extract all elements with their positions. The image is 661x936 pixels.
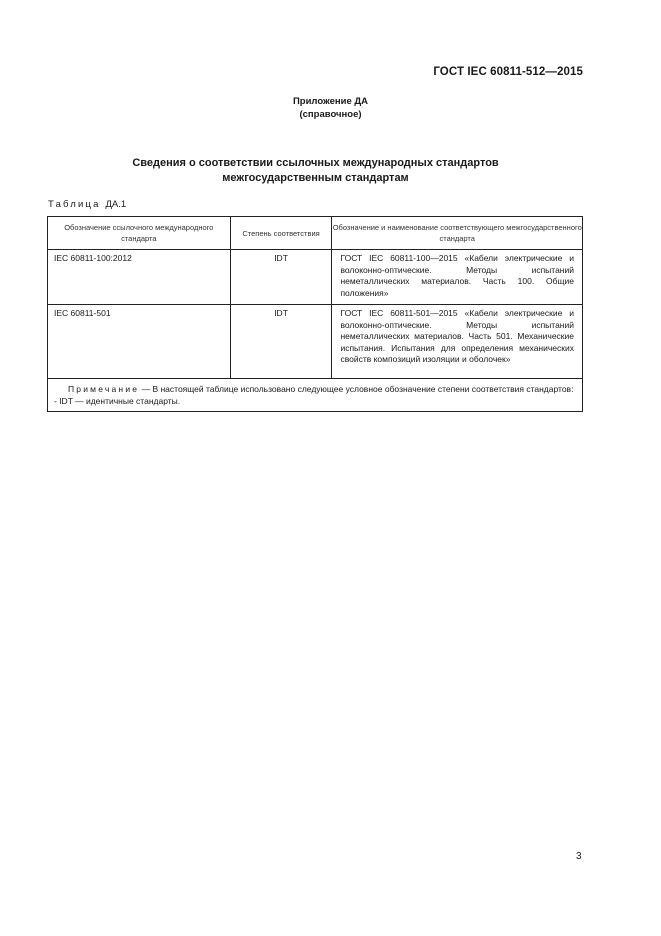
table-caption-label: Таблица [48, 199, 101, 210]
note-text: — В настоящей таблице использовано следующее условное обозначение степени соответствия стандартов: [141, 384, 574, 394]
degree-of-correspondence: IDT [230, 305, 332, 379]
table-header-row [48, 217, 583, 250]
table-row [48, 305, 583, 379]
international-standard-code: IEC 60811-100:2012 [48, 250, 231, 305]
appendix-heading [0, 95, 661, 121]
document-title-line-2: межгосударственным стандартам [222, 172, 409, 184]
table-caption [48, 199, 126, 210]
header-interstate-standard: Обозначение и наименование соответствующего межгосударственного стандарта [332, 217, 583, 250]
header-international-standard: Обозначение ссылочного международного стандарта [48, 217, 231, 250]
table-row [48, 250, 583, 305]
note-text-block [54, 384, 574, 396]
table-caption-number: ДА.1 [105, 199, 127, 210]
appendix-subtitle: (справочное) [299, 109, 362, 120]
note-item: - IDT — идентичные стандарты. [54, 395, 181, 406]
document-title [0, 156, 631, 186]
appendix-title: Приложение ДА [292, 96, 369, 107]
standard-code-header: ГОСТ IEC 60811-512—2015 [433, 66, 583, 78]
header-degree-of-correspondence: Степень соответствия [230, 217, 332, 250]
document-title-line-1: Сведения о соответствии ссылочных международных стандартов [132, 157, 499, 169]
note-label: Примечание [68, 384, 140, 394]
page-number: 3 [576, 851, 582, 862]
interstate-standard-name: ГОСТ IEC 60811-100—2015 «Кабели электрические и волоконно-оптические. Методы испытаний неметаллических материалов. Часть 100. Общие положения» [332, 250, 583, 305]
correspondence-table [47, 216, 583, 412]
table-note [48, 379, 583, 412]
table-note-row [48, 379, 583, 412]
degree-of-correspondence: IDT [230, 250, 332, 305]
international-standard-code: IEC 60811-501 [48, 305, 231, 379]
interstate-standard-name: ГОСТ IEC 60811-501—2015 «Кабели электрические и волоконно-оптические. Методы испытаний неметаллических материалов. Часть 501. Механические испытания. Испытания для определения механических свойств композиций изоляции и оболочек» [332, 305, 583, 379]
